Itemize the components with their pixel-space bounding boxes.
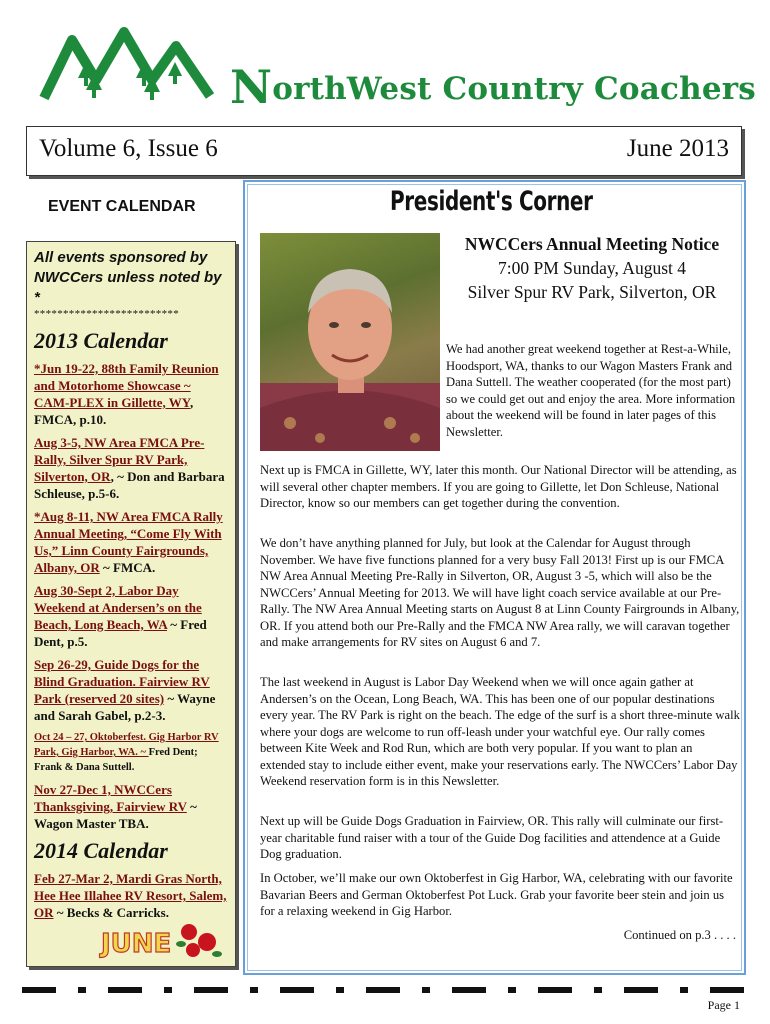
volume-issue: Volume 6, Issue 6 [39,135,218,162]
masthead [30,18,756,118]
mountain-logo-icon [38,18,218,116]
continued-note: Continued on p.3 . . . . [623,928,736,942]
calendar-event [34,508,228,576]
svg-text:JUNE: JUNE [101,929,172,959]
calendar-event-contact: ~ Wayne and Sarah Gabel, p.2-3. [34,691,216,723]
annual-meeting-notice [446,232,738,304]
calendar-event-link[interactable]: *Jun 19-22, 88th Family Reunion and Motorhome Showcase ~ CAM-PLEX in Gillette, WY [34,361,219,410]
calendar-event-link[interactable]: *Aug 8-11, NW Area FMCA Rally Annual Meeting, “Come Fly With Us,” Linn County Fairgrounds, Albany, OR [34,509,223,575]
page-number: Page 1 [707,998,740,1012]
meeting-notice-title: NWCCers Annual Meeting Notice [464,234,720,254]
issue-date: June 2013 [626,135,729,162]
meeting-place: Silver Spur RV Park, Silverton, OR [467,282,717,302]
event-calendar-heading: EVENT CALENDAR [48,198,196,215]
organization-name [230,60,756,114]
calendar-event [34,656,228,724]
calendar-event-contact: ~ Fred Dent, p.5. [34,617,207,649]
meeting-time: 7:00 PM Sunday, August 4 [498,258,686,278]
june-roses-clipart [97,920,227,960]
calendar-event-link[interactable]: Aug 3-5, NW Area FMCA Pre-Rally, Silver Spur RV Park, Silverton, OR [34,435,205,484]
calendar-event-link[interactable]: Sep 26-29, Guide Dogs for the Blind Graduation. Fairview RV Park (reserved 20 sites) [34,657,210,706]
calendar-event [34,781,228,832]
paragraph-calendar: We don’t have anything planned for July, but look at the Calendar for August through November. We have five functions planned for a very busy Fall 2013! First up is our FMCA NW Area Annual Meeting Pre-Rally in Silverton, OR, August 3 -5, which will also be the NWCCers’ Annual Meeting for 2013. We will have light coach service available at our Pre-Rally. The NW Area Annual Meeting starts on August 8 at Linn County Fairgrounds in Albany, OR. If you attend both our Pre-Rally and the FMCA NW Area rally, we will caravan together and make arrangements for RV sites on August 6 and 7. [260,536,740,649]
paragraph-oktoberfest: In October, we’ll make our own Oktoberfest in Gig Harbor, WA, celebrating with our favorite Bavarian Beers and German Oktoberfest Pot Luck. Grab your favorite beer stein and join us for a relaxing weekend in Gig Harbor. [260,871,733,918]
calendar-2013-heading: 2013 Calendar [34,328,168,353]
calendar-event-link[interactable]: Nov 27-Dec 1, NWCCers Thanksgiving, Fairview RV [34,782,187,814]
event-calendar-sidebar [26,241,236,967]
organization-name-rest: orthWest Country Coachers [272,71,756,107]
calendar-event-contact: , ~ Don and Barbara Schleuse, p.5-6. [34,469,225,501]
events-2014-list [34,870,228,921]
president-photo [260,233,440,451]
dashed-footer-divider [22,987,748,993]
issue-bar [26,126,742,176]
calendar-event-contact: ~ Becks & Carricks. [53,905,169,920]
calendar-event-contact: ~ FMCA. [99,560,156,575]
star-divider: ************************* [34,308,179,320]
presidents-corner-title: President's Corner [390,186,593,217]
paragraph-fmca: Next up is FMCA in Gillette, WY, later this month. Our National Director will be attending, as will several other chapter members. If you are going to Gillette, let Don Schleuse, National Director, know so our members can get together during the convention. [260,463,737,510]
events-2013-list [34,360,228,832]
calendar-event-link[interactable]: Aug 30-Sept 2, Labor Day Weekend at Andersen’s on the Beach, Long Beach, WA [34,583,202,632]
calendar-event [34,582,228,650]
calendar-event [34,360,228,428]
intro-paragraph: We had another great weekend together at Rest-a-While, Hoodsport, WA, thanks to our Wagon Masters Frank and Dana Suttell. The weather cooperated (for the most part) so we could get out and enjoy the area. More information about the weekend will be found in later pages of this Newsletter. [446,342,736,439]
sponsor-note: All events sponsored by NWCCers unless noted by * [34,249,222,306]
organization-initial: N [230,60,273,114]
paragraph-labor-day: The last weekend in August is Labor Day Weekend when we will once again gather at Andersen’s on the Ocean, Long Beach, WA. This has been one of our popular destinations every year. The RV Park is right on the beach. The edge of the surf is a short three-minute walk where your dogs are welcome to run off-leash under your watchful eye. Our rally comes between Kite Week and Rod Run, which are both very popular. If you want to plan an extended stay to include either event, make your reservations early. The NWCCers’ Labor Day Weekend reservation form is in this Newsletter. [260,675,740,788]
calendar-event-link[interactable]: Feb 27-Mar 2, Mardi Gras North, Hee Hee Illahee RV Resort, Salem, OR [34,871,227,920]
calendar-event [34,434,228,502]
calendar-event [34,870,228,921]
calendar-event-link[interactable]: Oct 24 – 27, Oktoberfest. Gig Harbor RV Park, Gig Harbor, WA. ~ [34,732,219,758]
calendar-2014-heading: 2014 Calendar [34,838,168,863]
calendar-event [34,730,228,775]
calendar-event-contact: , FMCA, p.10. [34,395,194,427]
calendar-event-contact: ~ Wagon Master TBA. [34,799,197,831]
calendar-event-contact: Fred Dent; Frank & Dana Suttell. [34,747,198,773]
paragraph-guide-dogs: Next up will be Guide Dogs Graduation in Fairview, OR. This rally will culminate our first-year charitable fund raiser with a tour of the Guide Dog facilities and attendence at a Guide Dog graduation. [260,814,724,861]
